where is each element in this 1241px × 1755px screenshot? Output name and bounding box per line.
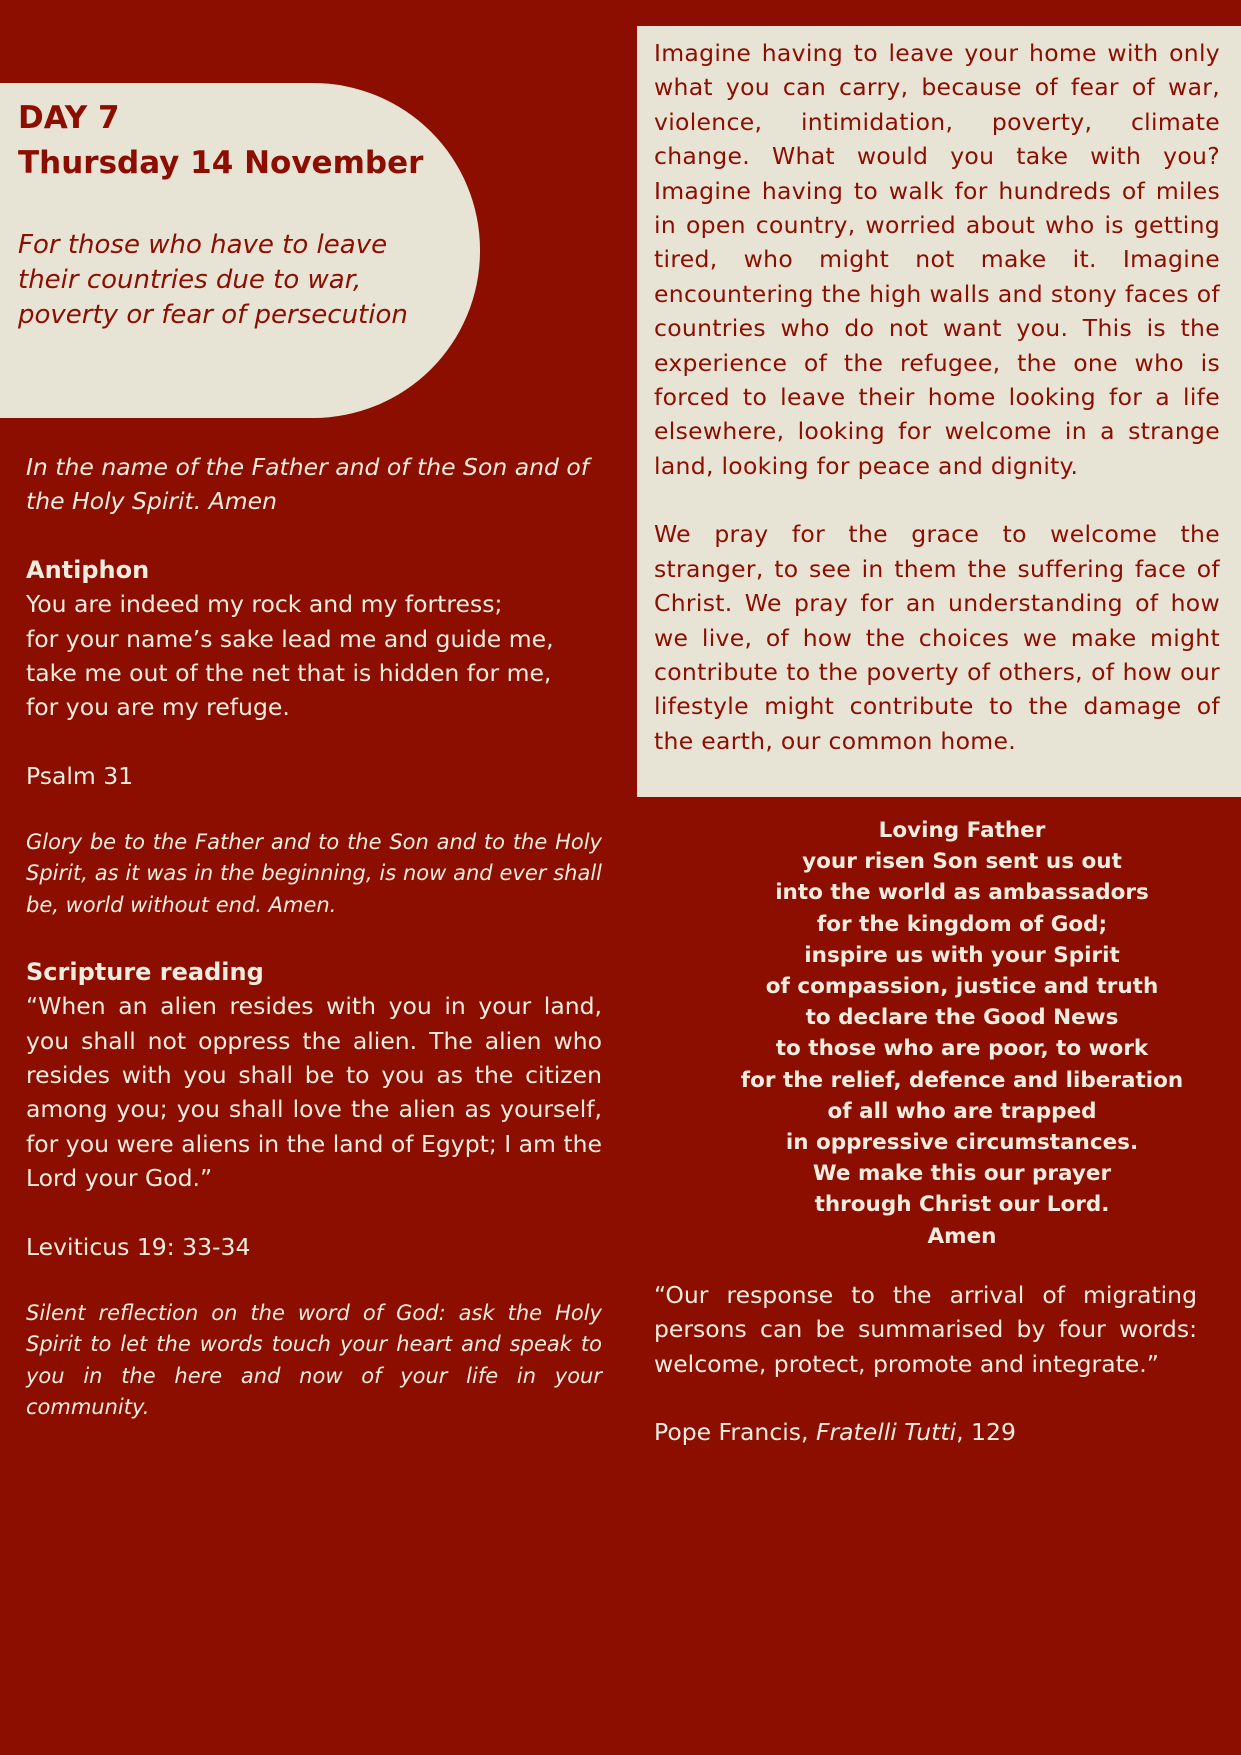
antiphon-line: You are indeed my rock and my fortress; (26, 590, 503, 619)
box-paragraph-1: Imagine having to leave your home with only what you can carry, because of fear of war, violence, intimidation, poverty, climate change. What would you take with you? Imagine having to walk for hundreds of miles in open country, worried about who is getting tired, who might not make it. Imagine encountering the high walls and stony faces of countries who do not want you. This is the experience of the refugee, the one who is forced to leave their home looking for a life elsewhere, looking for welcome in a strange land, looking for peace and dignity. (654, 39, 1220, 480)
reflection-box (637, 26, 1241, 797)
theme-line: their countries due to war, (18, 265, 362, 295)
prayer-line: inspire us with your Spirit (804, 942, 1120, 968)
day-heading (18, 96, 423, 186)
reflection: Silent reflection on the word of God: ask the Holy Spirit to let the words touch your heart and speak to you in the here and now of your life in your community. (26, 1301, 602, 1419)
quote-attribution (654, 1415, 1197, 1449)
quote-ref: , 129 (956, 1418, 1016, 1447)
prayer-line: for the kingdom of God; (816, 911, 1108, 937)
quote-text: “Our response to the arrival of migrating persons can be summarised by four words: welcome, protect, promote and integrate.” (654, 1281, 1197, 1378)
antiphon-heading: Antiphon (26, 555, 150, 584)
quote-block (654, 1278, 1197, 1450)
antiphon-line: take me out of the net that is hidden for me, (26, 659, 552, 688)
prayer-line: of compassion, justice and truth (765, 974, 1159, 1000)
quote-author: Pope Francis, (654, 1418, 816, 1447)
antiphon-line: for you are my refuge. (26, 693, 290, 722)
doxology: Glory be to the Father and to the Son and to the Holy Spirit, as it was in the beginning, is now and ever shall be, world without end. Amen. (26, 830, 602, 917)
day-date: Thursday 14 November (18, 145, 424, 181)
day-theme (18, 228, 458, 333)
prayer-line: Loving Father (878, 818, 1046, 843)
invocation: In the name of the Father and of the Son and of the Holy Spirit. Amen (26, 453, 590, 516)
prayer-line: to those who are poor, to work (775, 1036, 1149, 1062)
prayer-line: Amen (927, 1223, 997, 1249)
day-label: DAY 7 (18, 100, 120, 136)
antiphon-line: for your name’s sake lead me and guide me, (26, 624, 554, 653)
prayer-line: We make this our prayer (812, 1161, 1112, 1187)
prayer-line: of all who are trapped (827, 1098, 1097, 1124)
theme-line: poverty or fear of persecution (18, 300, 408, 330)
theme-line: For those who have to leave (18, 230, 388, 260)
prayer-line: to declare the Good News (805, 1005, 1119, 1031)
prayer-line: in oppressive circumstances. (785, 1130, 1139, 1156)
prayer-line: into the world as ambassadors (775, 880, 1149, 906)
scripture-source: Leviticus 19: 33-34 (26, 1232, 251, 1261)
left-column (26, 450, 602, 1423)
prayer (642, 815, 1241, 1252)
prayer-line: for the relief, defence and liberation (740, 1067, 1184, 1093)
antiphon-source: Psalm 31 (26, 761, 134, 790)
scripture-text: “When an alien resides with you in your land, you shall not oppress the alien. The alien who resides with you shall be to you as the citizen among you; you shall love the alien as yourself, for you were aliens in the land of Egypt; I am the Lord your God.” (26, 992, 602, 1193)
quote-work: Fratelli Tutti (815, 1418, 957, 1447)
box-paragraph-2: We pray for the grace to welcome the stranger, to see in them the suffering face of Christ. We pray for an understanding of how we live, of how the choices we make might contribute to the poverty of others, of how our lifestyle might contribute to the damage of the earth, our common home. (654, 520, 1220, 755)
prayer-line: your risen Son sent us out (802, 849, 1122, 875)
prayer-line: through Christ our Lord. (814, 1192, 1110, 1218)
scripture-heading: Scripture reading (26, 957, 264, 986)
